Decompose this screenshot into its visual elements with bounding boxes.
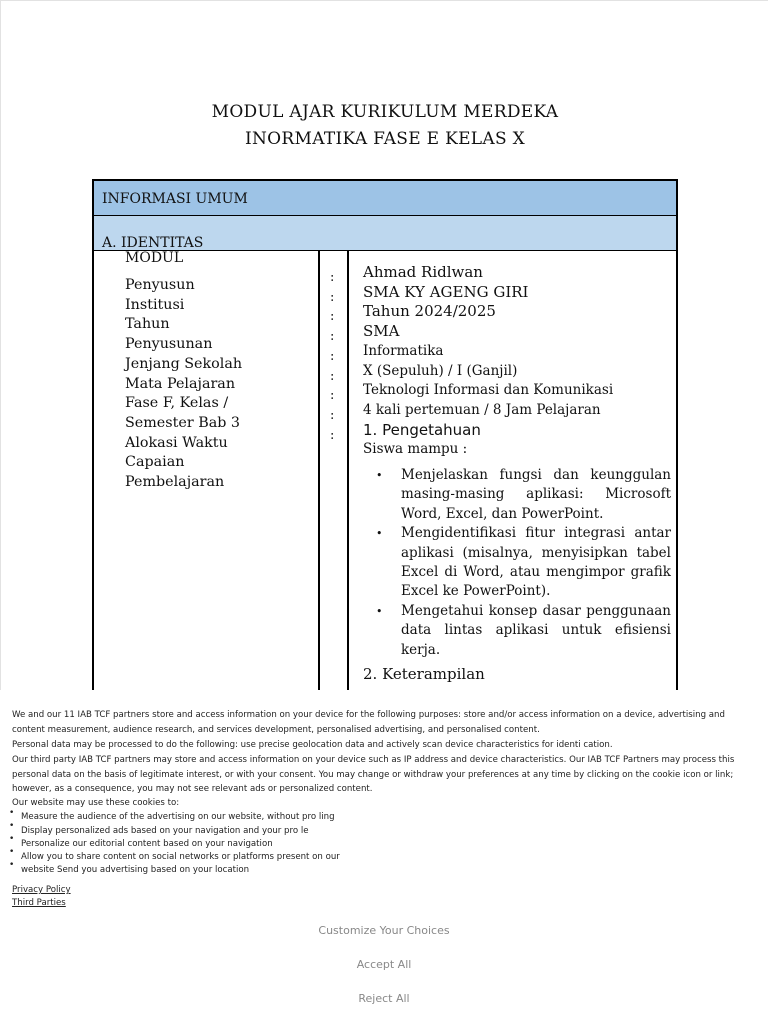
value-jenjang: SMA xyxy=(363,322,400,341)
info-umum-label: INFORMASI UMUM xyxy=(102,191,248,207)
label-institusi: Institusi xyxy=(125,296,185,313)
identitas-label: A. IDENTITAS xyxy=(102,235,204,251)
label-pembelajaran: Pembelajaran xyxy=(125,474,225,491)
list-item: • Menjelaskan fungsi dan keunggulan masing-masing aplikasi: Microsoft Word, Excel, dan PowerPoint. xyxy=(363,466,671,524)
column-divider-right xyxy=(347,251,349,701)
colon: : xyxy=(330,329,335,345)
bullet-dot: • xyxy=(9,808,15,818)
privacy-policy-link[interactable]: Privacy Policy xyxy=(12,885,71,895)
customize-choices-button[interactable]: Customize Your Choices xyxy=(318,924,450,937)
value-bab: Teknologi Informasi dan Komunikasi xyxy=(363,382,614,399)
bullet-dot: • xyxy=(9,834,15,844)
list-item: • Mengidentifikasi fitur integrasi antar aplikasi (misalnya, menyisipkan tabel Excel di Word, atau mengimpor grafik Excel ke PowerPoint). xyxy=(363,524,671,602)
field-values xyxy=(363,263,613,460)
label-jenjang: Jenjang Sekolah xyxy=(125,355,243,372)
colon: : xyxy=(330,407,335,423)
label-fase: Fase F, Kelas / xyxy=(125,395,229,412)
cookie-purpose-item: Personalize our editorial content based on your navigation xyxy=(21,839,273,849)
info-table xyxy=(92,179,678,699)
consent-text-purposes: We and our 11 IAB TCF partners store and access information on your device for the following purposes: store and/or access information on a device, advertising and content measurement, audience research, and services development, personalised advertising, and personalised content. xyxy=(12,710,725,735)
keterampilan-heading: 2. Keterampilan xyxy=(363,665,485,683)
cookie-consent-panel xyxy=(0,690,768,1024)
cookie-purpose-item: website Send you advertising based on your location xyxy=(21,865,250,875)
doc-title-line1: MODUL AJAR KURIKULUM MERDEKA xyxy=(211,102,559,122)
third-parties-link[interactable]: Third Parties xyxy=(12,898,66,908)
cookie-purpose-item: Allow you to share content on social networks or platforms present on our xyxy=(21,852,340,862)
consent-text-processing: Personal data may be processed to do the following: use precise geolocation data and actively scan device characteristics for identi cation. xyxy=(12,740,613,750)
colon-column xyxy=(330,268,334,445)
cookie-purpose-item: Display personalized ads based on your navigation and your pro le xyxy=(21,826,309,836)
label-tahun: Tahun xyxy=(125,316,170,333)
bullet-dot: • xyxy=(9,821,15,831)
consent-text-cookies: Our website may use these cookies to: xyxy=(12,798,180,808)
value-penyusun: Ahmad Ridlwan xyxy=(363,263,483,281)
consent-text-partners: Our third party IAB TCF partners may store and access information on your device such as IP address and device characteristics. Our IAB TCF Partners may process this personal data on the basis of legitimate interest, or with your consent. You may change or withdraw your preferences at any time by clicking on the cookie icon or link; however, as a consequence, you may not see relevant ads or personalized content. xyxy=(12,755,735,795)
pengetahuan-list xyxy=(363,466,671,660)
bullet-dot: • xyxy=(9,860,15,870)
label-alokasi: Alokasi Waktu xyxy=(125,434,228,451)
label-penyusun: Penyusun xyxy=(125,277,195,293)
column-divider-left xyxy=(318,251,320,701)
doc-title-line2: INORMATIKA FASE E KELAS X xyxy=(244,129,526,149)
modul-label: MODUL xyxy=(125,250,184,266)
value-mapel: Informatika xyxy=(363,342,444,359)
bullet-dot: • xyxy=(9,847,15,857)
pengetahuan-heading: 1. Pengetahuan xyxy=(363,420,481,439)
cookie-purpose-item: Measure the audience of the advertising on our website, without pro ling xyxy=(21,812,335,822)
value-institusi: SMA KY AGENG GIRI xyxy=(363,282,529,301)
colon: : xyxy=(330,427,335,443)
label-capaian: Capaian xyxy=(125,454,185,471)
colon: : xyxy=(330,388,335,404)
colon: : xyxy=(330,368,335,384)
colon: : xyxy=(330,289,335,305)
label-semester: Semester Bab 3 xyxy=(125,414,241,431)
colon: : xyxy=(330,309,335,325)
label-penyusunan: Penyusunan xyxy=(125,336,213,353)
colon: : xyxy=(330,270,335,285)
field-labels xyxy=(125,276,242,493)
value-tahun: Tahun 2024/2025 xyxy=(363,302,496,321)
colon: : xyxy=(330,348,335,364)
value-alokasi: 4 kali pertemuan / 8 Jam Pelajaran xyxy=(363,401,601,418)
accept-all-button[interactable]: Accept All xyxy=(356,958,412,971)
list-item: • Mengetahui konsep dasar penggunaan data lintas aplikasi untuk efisiensi kerja. xyxy=(363,602,671,660)
reject-all-button[interactable]: Reject All xyxy=(358,992,410,1005)
siswa-mampu: Siswa mampu : xyxy=(363,441,468,458)
value-kelas: X (Sepuluh) / I (Ganjil) xyxy=(363,362,518,379)
label-mapel: Mata Pelajaran xyxy=(125,375,236,392)
